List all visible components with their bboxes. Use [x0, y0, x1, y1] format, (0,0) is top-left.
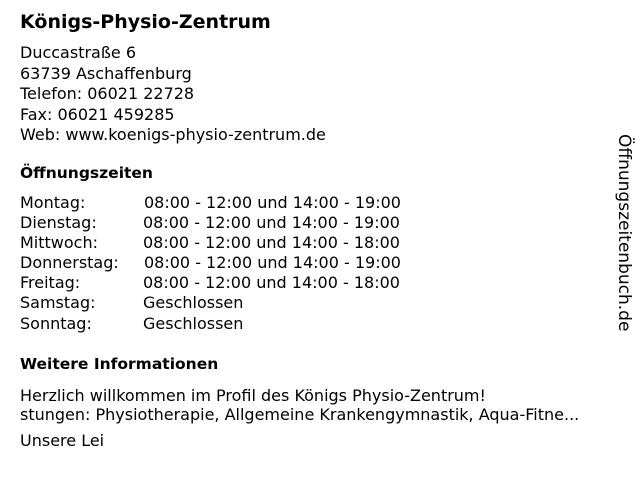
further-info-heading: Weitere Informationen [20, 355, 219, 373]
time-value: 08:00 - 12:00 und 14:00 - 19:00 [144, 253, 401, 273]
info-services-text: stungen: Physiotherapie, Allgemeine Krankengymnastik, Aqua-Fitne... [20, 405, 580, 424]
hours-row-saturday [20, 293, 460, 313]
day-label: Sonntag: [20, 313, 92, 333]
hours-row-wednesday [20, 233, 460, 253]
hours-row-tuesday [20, 213, 460, 233]
day-label: Donnerstag: [20, 253, 119, 273]
hours-row-sunday [20, 314, 460, 334]
city: 63739 Aschaffenburg [20, 63, 192, 83]
hours-row-friday [20, 273, 460, 293]
street: Duccastraße 6 [20, 43, 137, 62]
phone: Telefon: 06021 22728 [20, 84, 195, 103]
day-label: Dienstag: [20, 213, 97, 233]
day-label: Mittwoch: [20, 233, 98, 253]
opening-hours-heading: Öffnungszeiten [20, 164, 153, 182]
time-value: Geschlossen [143, 313, 244, 333]
hours-row-monday [20, 193, 460, 213]
address-block [20, 43, 326, 146]
time-value: 08:00 - 12:00 und 14:00 - 18:00 [143, 233, 400, 253]
time-value: Geschlossen [143, 293, 244, 313]
day-label: Freitag: [20, 273, 81, 293]
time-value: 08:00 - 12:00 und 14:00 - 19:00 [144, 193, 401, 212]
time-value: 08:00 - 12:00 und 14:00 - 19:00 [143, 213, 400, 233]
business-name: Königs-Physio-Zentrum [20, 11, 271, 33]
hours-row-thursday [20, 253, 460, 273]
day-label: Samstag: [20, 293, 96, 313]
info-welcome-text: Herzlich willkommen im Profil des Königs Physio-Zentrum! [20, 386, 486, 405]
info-extra-text: Unsere Lei [20, 431, 105, 450]
website: Web: www.koenigs-physio-zentrum.de [20, 125, 326, 144]
day-label: Montag: [20, 193, 86, 212]
fax: Fax: 06021 459285 [20, 104, 175, 124]
time-value: 08:00 - 12:00 und 14:00 - 18:00 [143, 273, 400, 293]
brand-vertical-label: Öffnungszeitenbuch.de [614, 134, 634, 332]
opening-hours-list [20, 193, 460, 334]
